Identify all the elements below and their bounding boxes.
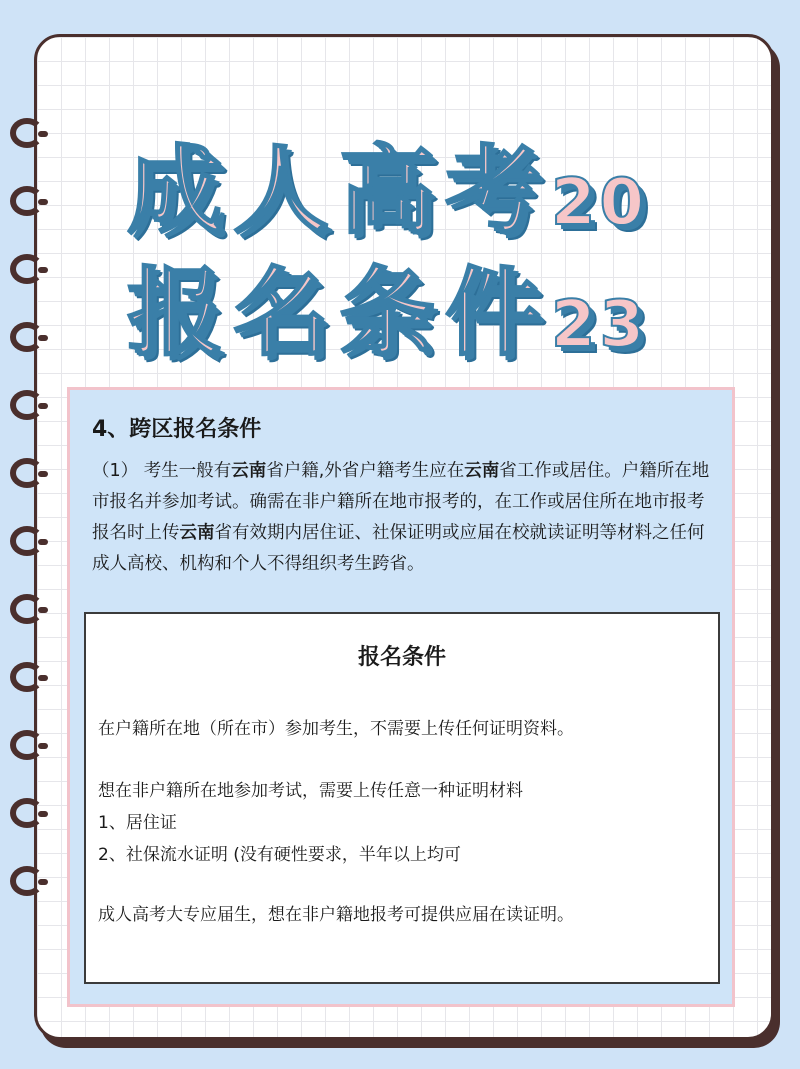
condition-line: 成人高考大专应届生，想在非户籍地报考可提供应届在读证明。 [98, 905, 574, 925]
condition-line: 2、社保流水证明 (没有硬性要求，半年以上均可 [98, 845, 461, 865]
condition-line: 想在非户籍所在地参加考试，需要上传任意一种证明材料 [98, 781, 523, 801]
content-panel [67, 387, 735, 1007]
ring-icon [10, 322, 44, 352]
conditions-title: 报名条件 [357, 645, 446, 670]
ring-icon [10, 594, 44, 624]
para-text: （1） 考生一般有 [92, 461, 232, 481]
para-highlight: 云南 [464, 461, 500, 481]
conditions-box [84, 612, 720, 984]
title-text-2: 报名条件 [127, 257, 551, 369]
ring-icon [10, 458, 44, 488]
para-text: 省有效期内居住证、社保证明或应届在校就读证明等材料之任何成人高校、机构和个人不得组织考生跨省。 [92, 523, 705, 574]
ring-icon [10, 390, 44, 420]
ring-icon [10, 866, 44, 896]
ring-icon [10, 526, 44, 556]
ring-icon [10, 662, 44, 692]
section-paragraph [92, 456, 712, 580]
ring-icon [10, 730, 44, 760]
notebook-page [34, 34, 774, 1040]
para-highlight: 云南 [231, 461, 267, 481]
ring-icon [10, 186, 44, 216]
para-text: 省户籍,外省户籍考生应在 [266, 461, 465, 481]
ring-icon [10, 798, 44, 828]
title-text-1: 成人高考 [127, 135, 551, 247]
title-line-1 [127, 115, 648, 252]
ring-icon [10, 254, 44, 284]
ring-icon [10, 118, 44, 148]
title-year-1: 20 [551, 166, 649, 240]
condition-line: 在户籍所在地（所在市）参加考生，不需要上传任何证明资料。 [98, 719, 574, 739]
title-year-2: 23 [551, 288, 649, 362]
title-line-2 [127, 237, 648, 374]
para-text: 省工作或居住。户籍所在地市报名并参加考试。确需在非户籍所在地市报考的，在工作或居住所在地市报考报名时上传 [92, 461, 710, 543]
para-highlight: 云南 [179, 523, 215, 543]
section-heading: 4、跨区报名条件 [92, 417, 262, 442]
condition-line: 1、居住证 [98, 813, 177, 833]
